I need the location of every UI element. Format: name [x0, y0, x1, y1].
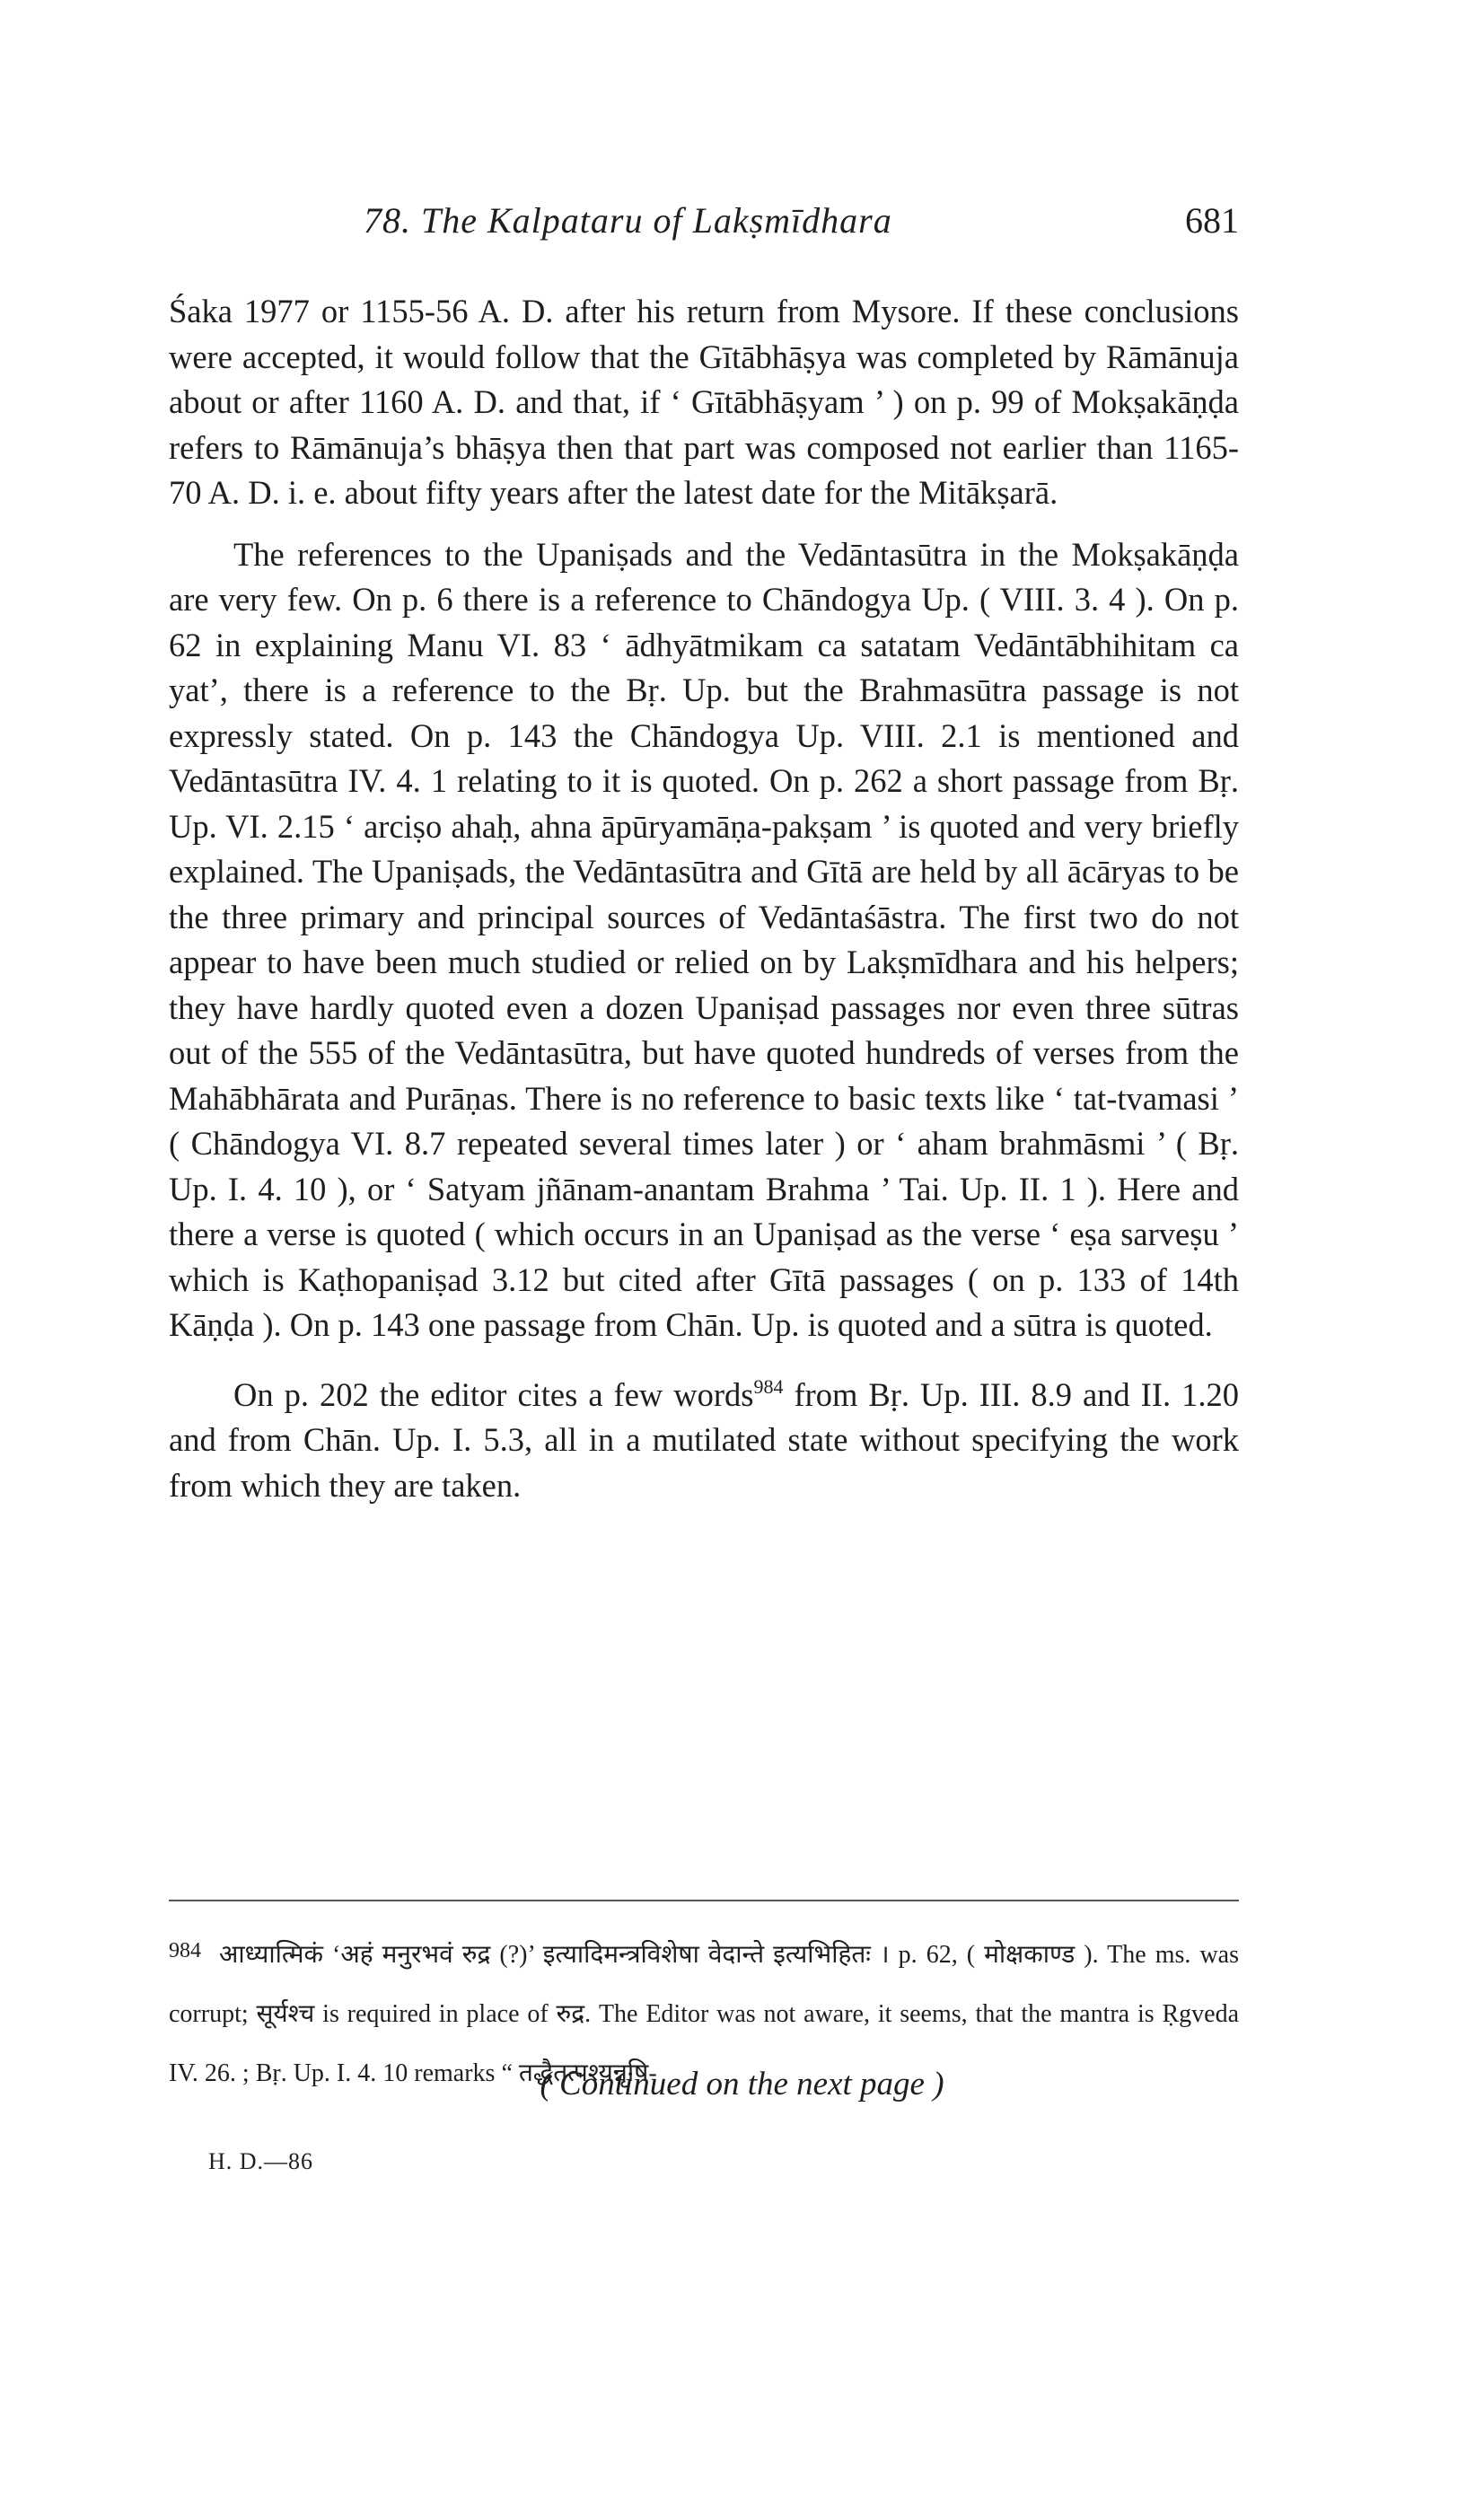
- footnote-reference-mark: 984: [753, 1374, 784, 1398]
- footnote-number: 984: [169, 1939, 201, 1962]
- continued-note: ( Continued on the next page ): [540, 2066, 944, 2103]
- paragraph-3: [169, 1365, 1239, 1509]
- paragraph-3-text-start: On p. 202 the editor cites a few words: [233, 1375, 754, 1413]
- paragraph-1: Śaka 1977 or 1155-56 A. D. after his return from Mysore. If these conclusions were accepted, it would follow that the Gītābhāṣya was completed by Rāmānuja about or after 1160 A. D. and that, if ‘ Gītābhāṣyam ’ ) on p. 99 of Mokṣakāṇḍa refers to Rāmānuja’s bhāṣya then that part was composed not earlier than 1165-70 A. D. i. e. about fifty years after the latest date for the Mitākṣarā.: [169, 293, 1239, 511]
- page-number: 681: [1185, 200, 1239, 241]
- paragraph-3-text-end: from Bṛ. Up. III. 8.9 and II. 1.20 and from Chān. Up. I. 5.3, all in a mutilated state without specifying the work from which they are taken.: [169, 1375, 1239, 1504]
- body-text: [169, 289, 1239, 1508]
- signature-mark: H. D.—86: [208, 2148, 314, 2174]
- paragraph-2: The references to the Upaniṣads and the Vedāntasūtra in the Mokṣakāṇḍa are very few. On p. 6 there is a reference to Chāndogya Up. ( VIII. 3. 4 ). On p. 62 in explaining Manu VI. 83 ‘ ādhyātmikam ca satatam Vedāntābhihitam ca yat’, there is a reference to the Bṛ. Up. but the Brahmasūtra passage is not expressly stated. On p. 143 the Chāndogya Up. VIII. 2.1 is mentioned and Vedāntasūtra IV. 4. 1 relating to it is quoted. On p. 262 a short passage from Bṛ. Up. VI. 2.15 ‘ arciṣo ahaḥ, ahna āpūryamāṇa-pakṣam ’ is quoted and very briefly explained. The Upaniṣads, the Vedāntasūtra and Gītā are held by all ācāryas to be the three primary and principal sources of Vedāntaśāstra. The first two do not appear to have been much studied or relied on by Lakṣmīdhara and his helpers; they have hardly quoted even a dozen Upaniṣad passages nor even three sūtras out of the 555 of the Vedāntasūtra, but have quoted hundreds of verses from the Mahābhārata and Purāṇas. There is no reference to basic texts like ‘ tat-tvamasi ’ ( Chāndogya VI. 8.7 repeated several times later ) or ‘ aham brahmāsmi ’ ( Bṛ. Up. I. 4. 10 ), or ‘ Satyam jñānam-anantam Brahma ’ Tai. Up. II. 1 ). Here and there a verse is quoted ( which occurs in an Upaniṣad as the verse ‘ eṣa sarveṣu ’ which is Kaṭhopaniṣad 3.12 but cited after Gītā passages ( on p. 133 of 14th Kāṇḍa ). On p. 143 one passage from Chān. Up. is quoted and a sūtra is quoted.: [169, 535, 1239, 1343]
- running-header: [171, 199, 1239, 253]
- running-title: 78. The Kalpataru of Lakṣmīdhara: [364, 200, 892, 241]
- footnote-divider: [169, 1900, 1239, 1901]
- footnote-text: आध्यात्मिकं ‘अहं मनुरभवं रुद्र (?)’ इत्यादिमन्त्रविशेषा वेदान्ते इत्यभिहितः । p. 62, ( मोक्षकाण्ड ). The ms. was corrupt; सूर्यश्च is required in place of रुद्र. The Editor was not aware, it seems, that the mantra is Ṛgveda IV. 26. ; Bṛ. Up. I. 4. 10 remarks “ तद्धैतत्पश्यन्नृषि-: [169, 1941, 1239, 2087]
